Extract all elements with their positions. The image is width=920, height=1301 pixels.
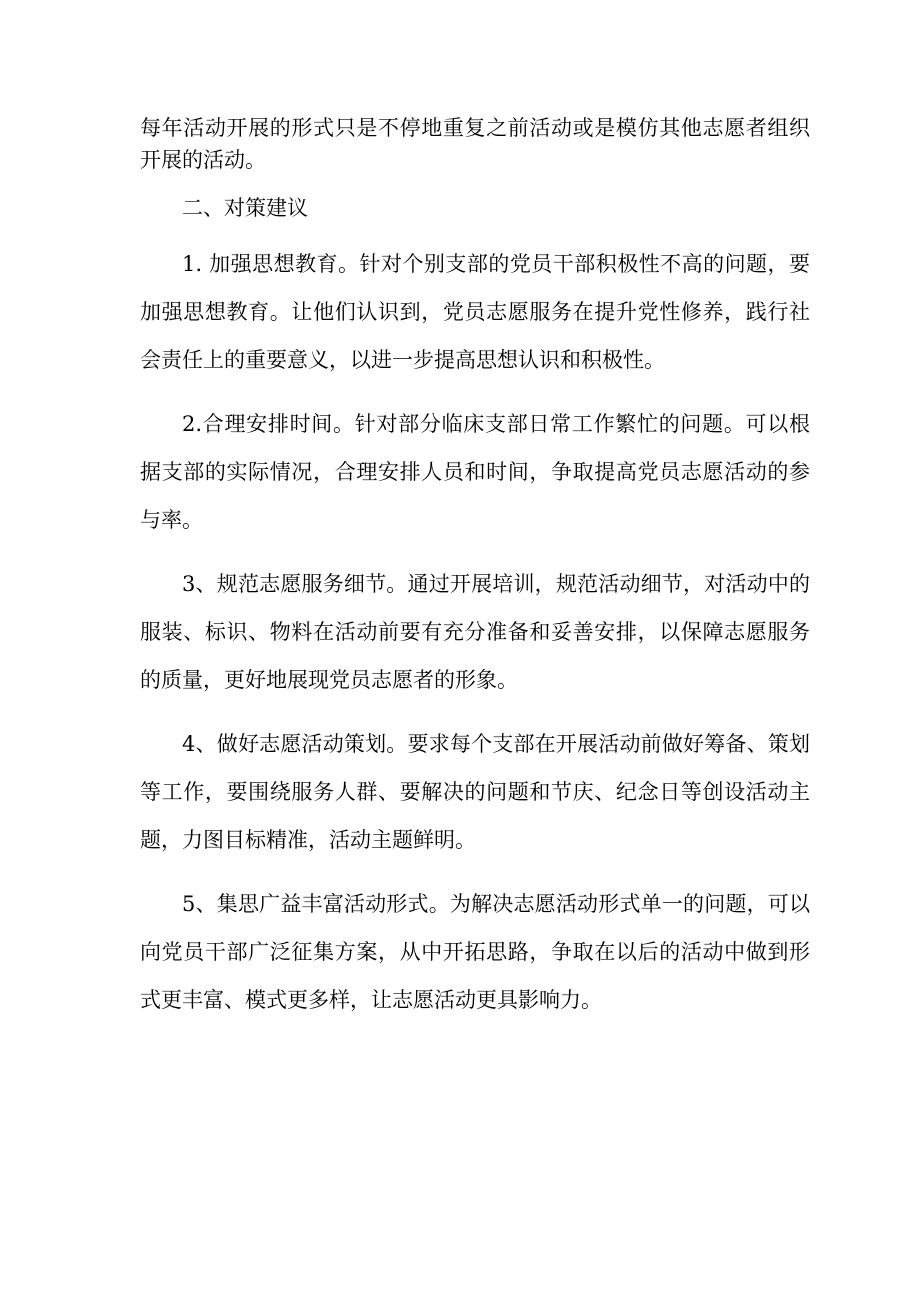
document-page	[140, 112, 810, 1024]
section-heading: 二、对策建议	[182, 196, 308, 220]
paragraph-continuation: 每年活动开展的形式只是不停地重复之前活动或是模仿其他志愿者组织开展的活动。	[140, 116, 810, 172]
paragraph-item-1: 1. 加强思想教育。针对个别支部的党员干部积极性不高的问题，要加强思想教育。让他们认识到，党员志愿服务在提升党性修养，践行社会责任上的重要意义，以进一步提高思想认识和积极性。	[140, 252, 810, 372]
paragraph-item-5: 5、集思广益丰富活动形式。为解决志愿活动形式单一的问题，可以向党员干部广泛征集方案，从中开拓思路，争取在以后的活动中做到形式更丰富、模式更多样，让志愿活动更具影响力。	[140, 892, 810, 1012]
paragraph-item-4: 4、做好志愿活动策划。要求每个支部在开展活动前做好筹备、策划等工作，要围绕服务人群、要解决的问题和节庆、纪念日等创设活动主题，力图目标精准，活动主题鲜明。	[140, 732, 810, 852]
paragraph-item-3: 3、规范志愿服务细节。通过开展培训，规范活动细节，对活动中的服装、标识、物料在活动前要有充分准备和妥善安排，以保障志愿服务的质量，更好地展现党员志愿者的形象。	[140, 572, 810, 692]
paragraph-item-2: 2.合理安排时间。针对部分临床支部日常工作繁忙的问题。可以根据支部的实际情况，合理安排人员和时间，争取提高党员志愿活动的参与率。	[140, 412, 810, 532]
